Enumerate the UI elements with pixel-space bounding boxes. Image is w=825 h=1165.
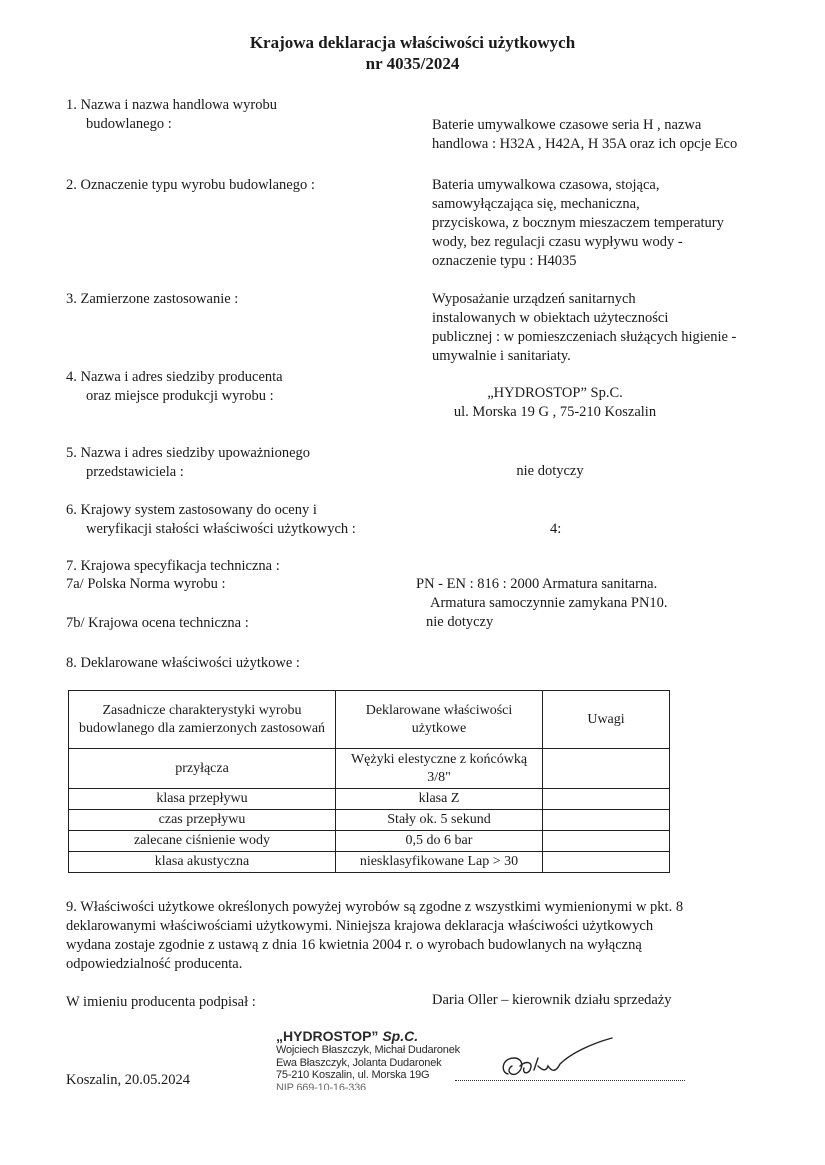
s3-value-line2: instalowanych w obiektach użyteczności	[432, 310, 669, 326]
table-cell	[543, 810, 670, 831]
table-cell: czas przepływu	[69, 810, 336, 831]
s1-label-line1: 1. Nazwa i nazwa handlowa wyrobu	[66, 97, 277, 113]
table-cell: Stały ok. 5 sekund	[336, 810, 543, 831]
table-row	[69, 810, 670, 831]
table-cell: niesklasyfikowane Lap > 30	[336, 852, 543, 873]
table-cell: 0,5 do 6 bar	[336, 831, 543, 852]
table-cell: przyłącza	[69, 749, 336, 789]
stamp-line: Ewa Błaszczyk, Jolanta Dudaronek	[276, 1056, 442, 1069]
table-cell	[543, 852, 670, 873]
s4-label-line1: 4. Nazwa i adres siedziby producenta	[66, 369, 283, 385]
s6-value: 4:	[550, 521, 562, 537]
s9-line3: wydana zostaje zgodnie z ustawą z dnia 16 kwietnia 2004 r. o wyrobach budowlanych na wyłączną	[66, 937, 642, 953]
s6-label-line1: 6. Krajowy system zastosowany do oceny i	[66, 502, 317, 518]
s7-label: 7. Krajowa specyfikacja techniczna :	[66, 558, 280, 574]
s8-label: 8. Deklarowane właściwości użytkowe :	[66, 655, 300, 671]
table-header-row	[69, 691, 670, 749]
s4-value-line1: „HYDROSTOP” Sp.C.	[487, 385, 623, 401]
s9-line2: deklarowanymi właściwościami użytkowymi. Niniejsza krajowa deklaracja właściwości użytkowych	[66, 918, 654, 934]
table-cell	[543, 789, 670, 810]
stamp-line: Wojciech Błaszczyk, Michał Dudaronek	[276, 1044, 460, 1056]
s9-line1: 9. Właściwości użytkowe określonych powyżej wyrobów są zgodne z wszystkimi wymienionymi w pkt. 8	[66, 899, 684, 915]
s1-label-line2: budowlanego :	[86, 116, 172, 132]
s3-value-line3: publicznej : w pomieszczeniach służących higienie -	[432, 329, 737, 345]
document-title: Krajowa deklaracja właściwości użytkowych	[249, 33, 576, 52]
s1-value-line1: Baterie umywalkowe czasowe seria H , nazwa	[432, 117, 702, 133]
handwritten-signature	[490, 1036, 620, 1086]
table-header-cell: Uwagi	[543, 691, 670, 749]
table-cell: klasa Z	[336, 789, 543, 810]
s4-value-line2: ul. Morska 19 G , 75-210 Koszalin	[453, 404, 657, 420]
table-header-cell: Deklarowane właściwości użytkowe	[336, 691, 543, 749]
table-cell	[543, 749, 670, 789]
s1-value-line2: handlowa : H32A , H42A, H 35A oraz ich opcje Eco	[432, 136, 738, 152]
stamp-line: 75-210 Koszalin, ul. Morska 19G	[276, 1069, 430, 1081]
table-cell	[543, 831, 670, 852]
table-header-cell: Zasadnicze charakterystyki wyrobu budowlanego dla zamierzonych zastosowań	[69, 691, 336, 749]
s7a-label: 7a/ Polska Norma wyrobu :	[66, 576, 226, 592]
s5-label-line1: 5. Nazwa i adres siedziby upoważnionego	[66, 445, 311, 461]
s7b-label: 7b/ Krajowa ocena techniczna :	[66, 615, 249, 631]
table-cell: Wężyki elestyczne z końcówką 3/8"	[336, 749, 543, 789]
table-row	[69, 831, 670, 852]
table-cell: klasa akustyczna	[69, 852, 336, 873]
company-stamp	[276, 1028, 476, 1090]
place-and-date: Koszalin, 20.05.2024	[66, 1072, 191, 1088]
s2-value-line1: Bateria umywalkowa czasowa, stojąca,	[432, 177, 660, 193]
s7b-value: nie dotyczy	[426, 614, 494, 630]
s3-label: 3. Zamierzone zastosowanie :	[66, 291, 239, 307]
signer-name: Daria Oller – kierownik działu sprzedaży	[432, 992, 672, 1008]
table-row	[69, 749, 670, 789]
s2-value-line4: wody, bez regulacji czasu wypływu wody -	[432, 234, 683, 250]
s2-label: 2. Oznaczenie typu wyrobu budowlanego :	[66, 177, 315, 193]
s6-label-line2: weryfikacji stałości właściwości użytkowych :	[86, 521, 356, 537]
s5-value: nie dotyczy	[516, 463, 584, 479]
s2-value-line3: przyciskowa, z bocznym mieszaczem temperatury	[432, 215, 724, 231]
signed-by-label: W imieniu producenta podpisał :	[66, 994, 256, 1010]
stamp-brand: „HYDROSTOP” Sp.C.	[276, 1028, 419, 1044]
s3-value-line1: Wyposażanie urządzeń sanitarnych	[432, 291, 636, 307]
table-row	[69, 789, 670, 810]
document-number: nr 4035/2024	[365, 54, 460, 73]
s3-value-line4: umywalnie i sanitariaty.	[432, 348, 571, 364]
s7a-value-line1: PN - EN : 816 : 2000 Armatura sanitarna.	[416, 576, 658, 592]
properties-table	[68, 690, 670, 873]
s2-value-line5: oznaczenie typu : H4035	[432, 253, 577, 269]
table-cell: klasa przepływu	[69, 789, 336, 810]
table-cell: zalecane ciśnienie wody	[69, 831, 336, 852]
s2-value-line2: samowyłączająca się, mechaniczna,	[432, 196, 640, 212]
s4-label-line2: oraz miejsce produkcji wyrobu :	[86, 388, 274, 404]
s5-label-line2: przedstawiciela :	[86, 464, 184, 480]
s7a-value-line2: Armatura samoczynnie zamykana PN10.	[430, 595, 668, 611]
table-row	[69, 852, 670, 873]
s9-line4: odpowiedzialność producenta.	[66, 956, 243, 972]
stamp-line: NIP 669-10-16-336	[276, 1081, 366, 1090]
